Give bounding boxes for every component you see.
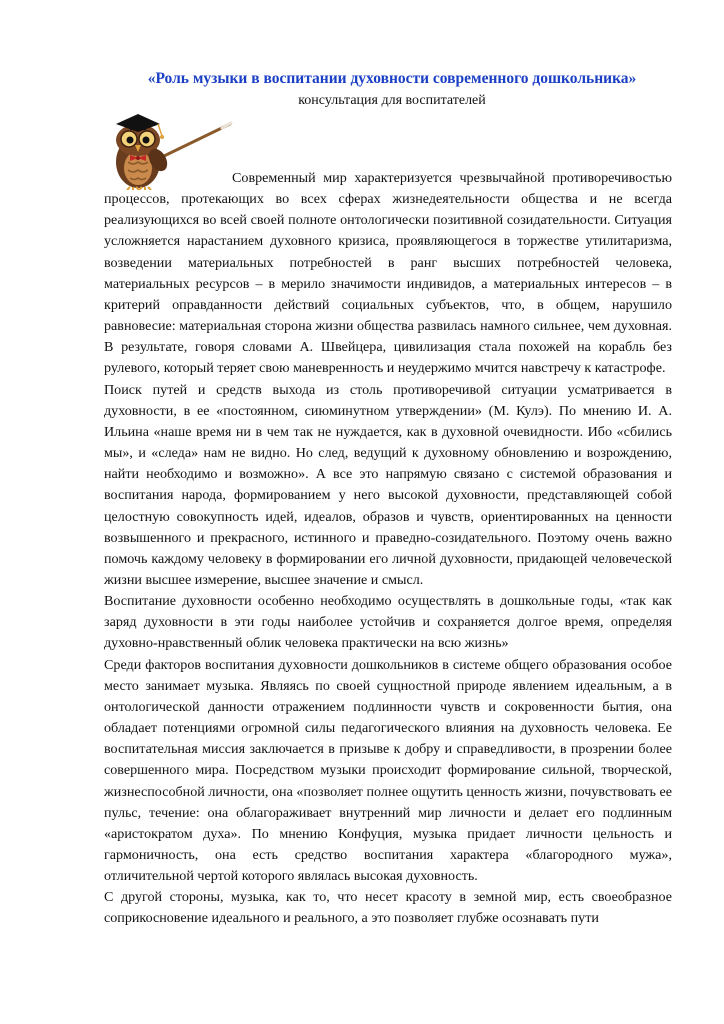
paragraph-4: Среди факторов воспитания духовности дошкольников в системе общего образования особое место занимает музыка. Являясь по своей сущностной природе явлением идеальным, а в онтологической данности отражением подлинности чувств и сокровенности бытия, она обладает потенциями огромной силы педагогического влияния на духовность человека. Ее воспитательная миссия заключается в призыве к добру и справедливости, в прозрении более совершенного мира. Посредством музыки происходит формирование сильной, творческой, жизнеспособной личности, она «позволяет полнее ощутить ценность жизни, почувствовать ее пульс, течение: она облагораживает внутренний мир личности и делает его подлинным «аристократом духа». По мнению Конфуция, музыка придает личности цельность и гармоничность, она есть средство воспитания характера «благородного мужа», отличительной чертой которого являлась высокая духовность. xyxy=(104,656,672,885)
paragraph-3: Воспитание духовности особенно необходимо осуществлять в дошкольные годы, «так как заряд духовности в эти годы наиболее устойчив и сохраняется долгое время, определяя духовно-нравственный облик человека практически на всю жизнь» xyxy=(104,593,672,652)
paragraph-1: Современный мир характеризуется чрезвычайной противоречивостью процессов, протекающих во всех сферах жизнедеятельности общества и не всегда реализующихся во всей своей полноте онтологически позитивной созидательности. Ситуация усложняется нарастанием духовного кризиса, проявляющегося в торжестве утилитаризма, возведении материальных потребностей в ранг высших потребностей человека, материальных ресурсов – в мерило значимости индивидов, а материальных интересов – в критерий оправданности действий социальных субъектов, что, в общем, нарушило равновесие: материальная сторона жизни общества развилась намного сильнее, чем духовная. В результате, говоря словами А. Швейцера, цивилизация стала похожей на корабль без рулевого, который теряет свою маневренность и неудержимо мчится навстречу к катастрофе. xyxy=(104,170,672,377)
paragraph-5: С другой стороны, музыка, как то, что несет красоту в земной мир, есть своеобразное соприкосновение идеального и реального, а это позволяет глубже осознавать пути xyxy=(104,889,672,927)
document-body xyxy=(104,168,672,930)
document-subtitle: консультация для воспитателей xyxy=(298,93,486,108)
paragraph-2: Поиск путей и средств выхода из столь противоречивой ситуации усматривается в духовности, в ее «постоянном, сиюминутном утверждении» (М. Кулэ). По мнению И. А. Ильина «наше время ни в чем так не нуждается, как в духовной очевидности. Ибо «сбились мы», и «следа» нам не видно. Но след, ведущий к духовному обновлению и возрождению, найти необходимо и возможно». А все это напрямую связано с системой образования и воспитания народа, формированием у него высокой духовности, представляющей собой целостную совокупность идей, идеалов, образов и чувств, ориентированных на ценности возвышенного и прекрасного, истинного и праведно-созидательного. Поэтому очень важно помочь каждому человеку в формировании его личной духовности, придающей человеческой жизни высшее измерение, высшее значение и смысл. xyxy=(104,381,672,588)
document-title: «Роль музыки в воспитании духовности современного дошкольника» xyxy=(147,70,637,87)
